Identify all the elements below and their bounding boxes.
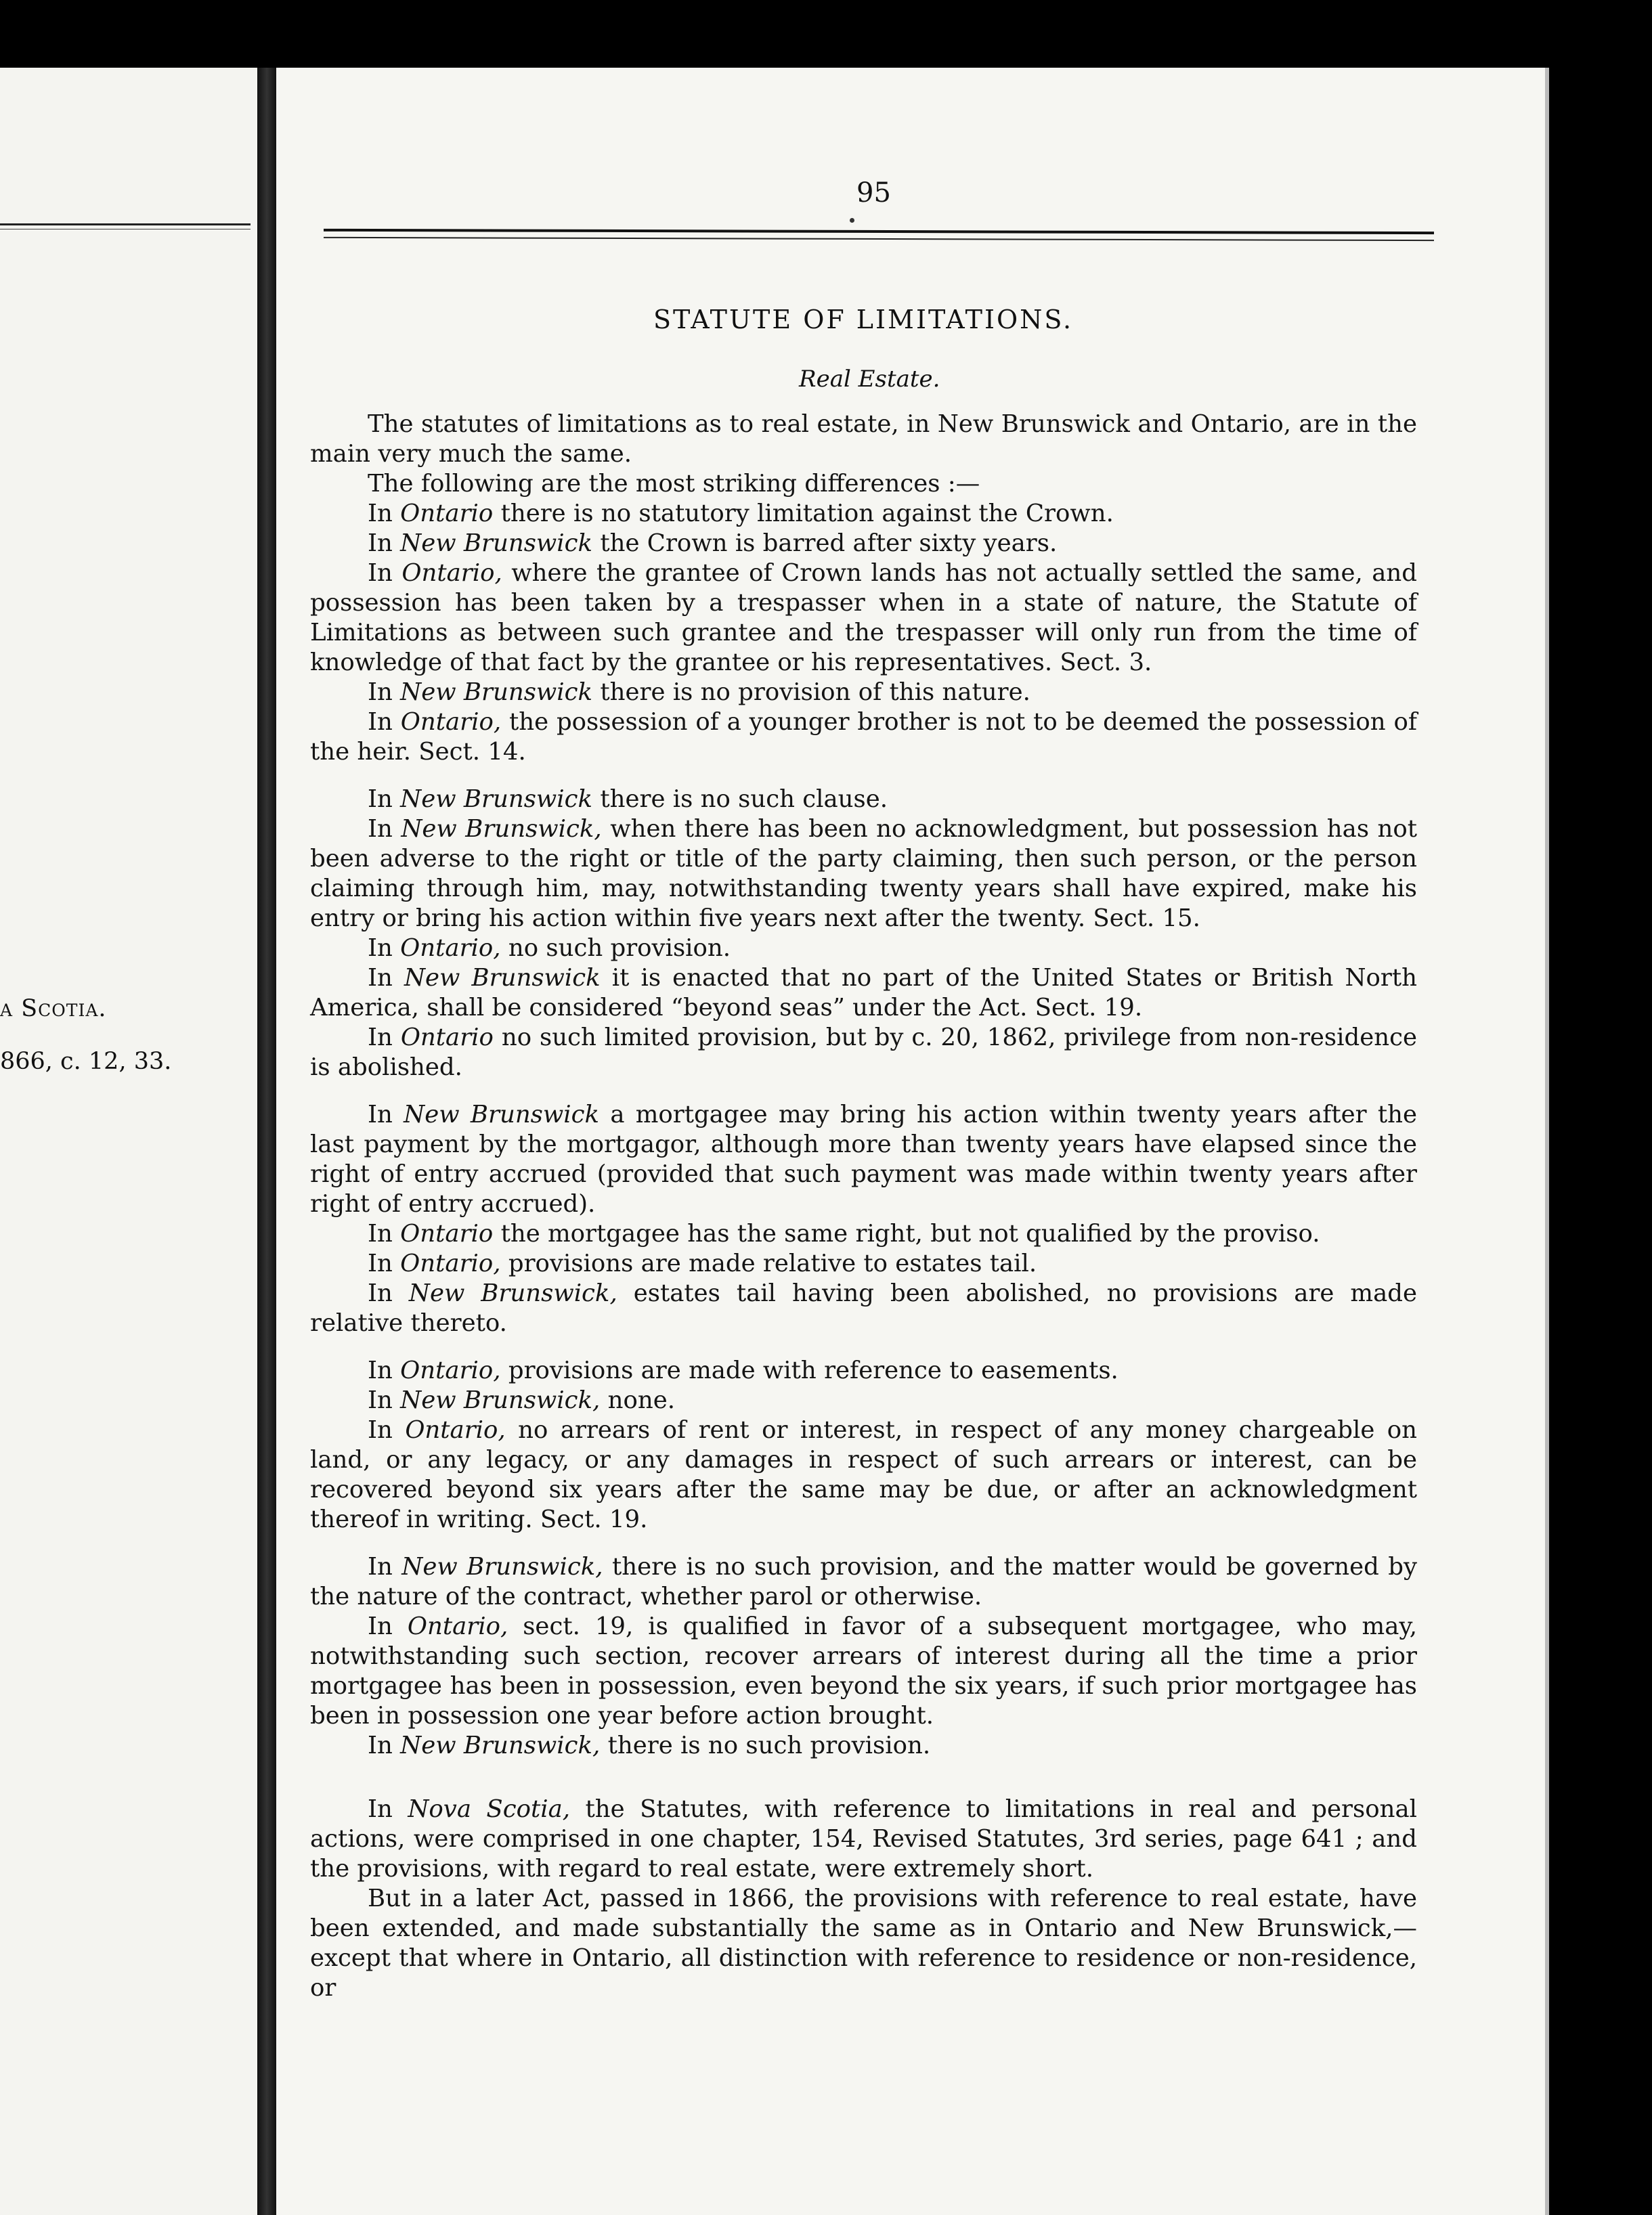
paragraph: In Ontario, provisions are made with reference to easements. bbox=[368, 1357, 1118, 1384]
paragraph: In Ontario, the possession of a younger brother is not to be deemed the possession of the heir. Sect. 14. bbox=[310, 708, 1418, 766]
header-dot bbox=[850, 218, 854, 223]
paragraph: In Ontario, no arrears of rent or interest, in respect of any money chargeable on land, or any legacy, or any damages in respect of such arrears or interest, can be recovered beyond six years after the same may be due, or after an acknowledgment thereof in writing. Sect. 19. bbox=[310, 1416, 1417, 1533]
paragraph: In Ontario, sect. 19, is qualified in favor of a subsequent mortgagee, who may, notwithstanding such section, recover arrears of interest during all the time a prior mortgagee has been in possession, even beyond the six years, if such prior mortgagee has been in possession one year before action brought. bbox=[310, 1613, 1417, 1730]
paragraph: The statutes of limitations as to real estate, in New Brunswick and Ontario, are in the main very much the same. bbox=[310, 410, 1417, 468]
book-gutter bbox=[257, 68, 276, 2215]
paragraph: In New Brunswick a mortgagee may bring his action within twenty years after the last payment by the mortgagor, although more than twenty years have elapsed since the right of entry accrued (provided that such payment was made within twenty years after right of entry accrued). bbox=[310, 1101, 1418, 1218]
paragraph: In Ontario the mortgagee has the same right, but not qualified by the proviso. bbox=[368, 1220, 1320, 1248]
paragraph: In New Brunswick, none. bbox=[368, 1386, 676, 1414]
paragraph: In New Brunswick there is no such clause. bbox=[368, 785, 888, 813]
paragraph: In New Brunswick, estates tail having been abolished, no provisions are made relative thereto. bbox=[310, 1279, 1417, 1337]
body-text bbox=[310, 410, 1417, 2003]
section-title: STATUTE OF LIMITATIONS. bbox=[653, 305, 1074, 334]
page-edge bbox=[1545, 68, 1549, 2215]
paragraph: In New Brunswick there is no provision of this nature. bbox=[368, 678, 1030, 706]
paragraph: In Nova Scotia, the Statutes, with reference to limitations in real and personal actions, were comprised in one chapter, 154, Revised Statutes, 3rd series, page 641 ; and the provisions, with regard to real estate, were extremely short. bbox=[310, 1795, 1417, 1883]
section-subtitle: Real Estate. bbox=[799, 366, 940, 393]
paragraph: In Ontario, provisions are made relative to estates tail. bbox=[368, 1250, 1037, 1277]
paragraph: In Ontario, no such provision. bbox=[368, 934, 731, 962]
previous-page-fragment-1: a Scotia. bbox=[0, 995, 107, 1022]
previous-page bbox=[0, 68, 257, 2215]
previous-page-rule bbox=[0, 223, 251, 225]
paragraph: In New Brunswick, when there has been no acknowledgment, but possession has not been adverse to the right or title of the party claiming, then such person, or the person claiming through him, may, notwithstanding twenty years shall have expired, make his entry or bring his action within five years next after the twenty. Sect. 15. bbox=[310, 815, 1418, 932]
previous-page-fragment-2: 866, c. 12, 33. bbox=[0, 1048, 172, 1075]
paragraph: In New Brunswick, there is no such provision, and the matter would be governed by the nature of the contract, whether parol or otherwise. bbox=[310, 1553, 1418, 1610]
paragraph: In New Brunswick it is enacted that no part of the United States or British North America, shall be considered “beyond seas” under the Act. Sect. 19. bbox=[310, 964, 1417, 1022]
page-number: 95 bbox=[856, 177, 891, 209]
paragraph: In New Brunswick, there is no such provision. bbox=[368, 1732, 931, 1759]
paragraph: In Ontario no such limited provision, but by c. 20, 1862, privilege from non-residence is abolished. bbox=[310, 1024, 1417, 1081]
paragraph: But in a later Act, passed in 1866, the provisions with reference to real estate, have been extended, and made substantially the same as in Ontario and New Brunswick,—except that where in Ontario, all distinction with reference to residence or non-residence, or bbox=[310, 1885, 1417, 2002]
paragraph: In Ontario there is no statutory limitation against the Crown. bbox=[368, 500, 1114, 527]
paragraph: In New Brunswick the Crown is barred after sixty years. bbox=[368, 529, 1058, 557]
paragraph: The following are the most striking differences :— bbox=[368, 470, 980, 498]
paragraph: In Ontario, where the grantee of Crown lands has not actually settled the same, and possession has been taken by a trespasser when in a state of nature, the Statute of Limitations as between such grantee and the trespasser will only run from the time of knowledge of that fact by the grantee or his representatives. Sect. 3. bbox=[310, 559, 1417, 676]
